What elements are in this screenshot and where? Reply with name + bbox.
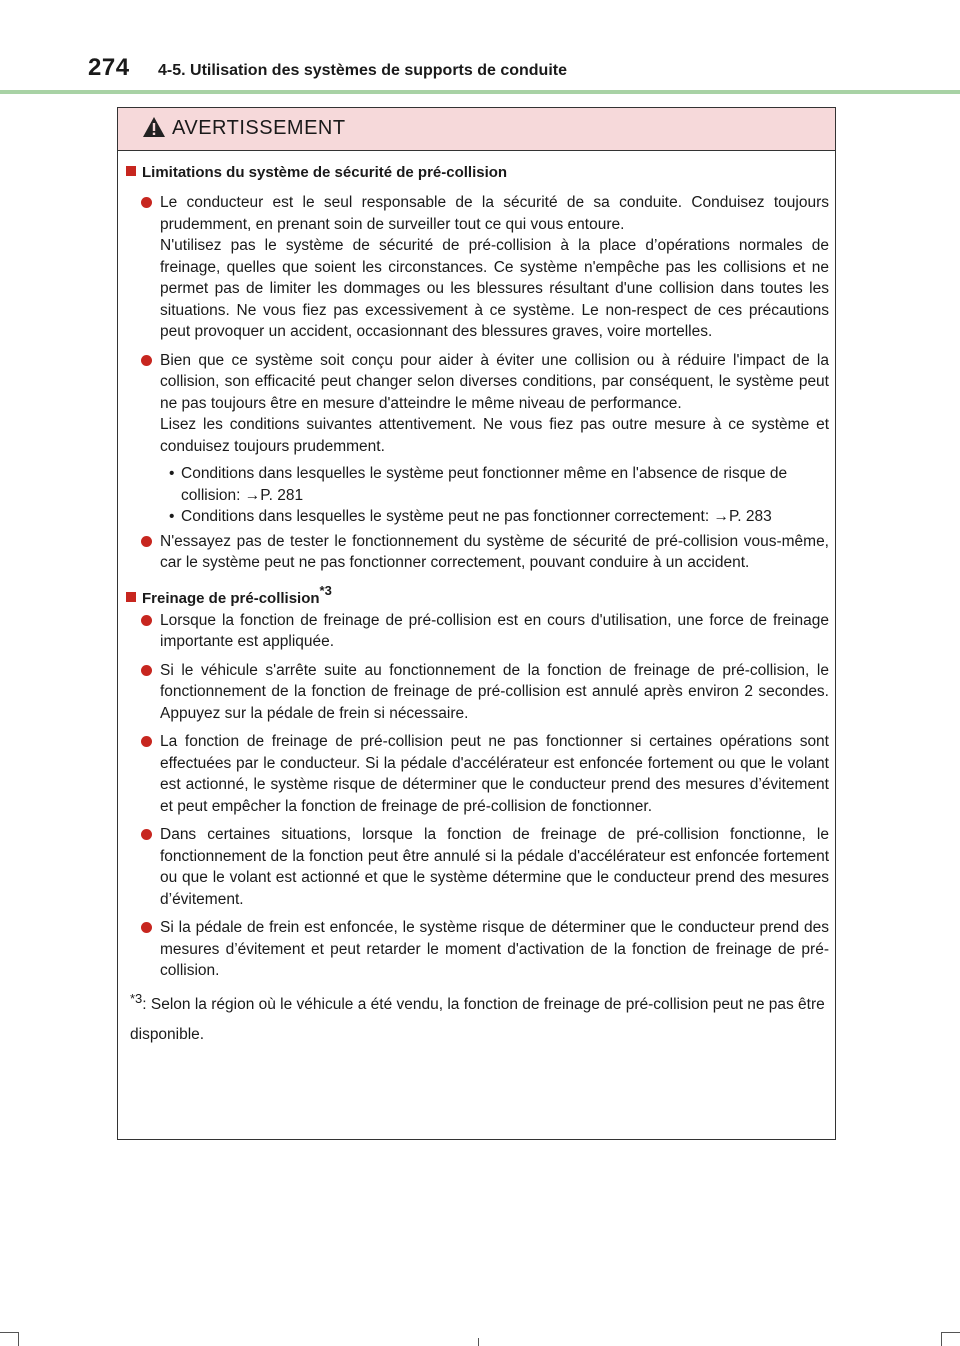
bullet-dot-icon	[141, 536, 152, 547]
paragraph: Lorsque la fonction de freinage de pré-collision est en cours d'utilisation, une force de freinage importante est appliquée.	[160, 611, 829, 650]
paragraph: Bien que ce système soit conçu pour aider à éviter une collision ou à réduire l'impact de la collision, son efficacité peut changer selon diverses conditions, par conséquent, le système peut ne pas toujours être en mesure d'atteindre le même niveau de performance.	[160, 351, 829, 412]
warning-header	[118, 108, 835, 151]
paragraph: Dans certaines situations, lorsque la fonction de freinage de pré-collision fonctionne, le fonctionnement de la fonction peut être annulé si la pédale d'accélérateur est enfoncée fortement ou que le volant est actionné et que le système détermine que le conducteur prend des mesures d’évitement.	[160, 826, 829, 908]
page-number: 274	[88, 54, 130, 81]
square-bullet-icon	[126, 166, 136, 176]
warning-content	[118, 162, 835, 1050]
section-heading: Freinage de pré-collision$^{*3}$	[126, 580, 835, 602]
list-item	[160, 731, 829, 817]
bullet-dot-icon	[141, 355, 152, 366]
section-heading: Limitations du système de sécurité de pré-collision	[126, 162, 835, 184]
paragraph: Si la pédale de frein est enfoncée, le système risque de déterminer que le conducteur prend des mesures d’évitement et peut retarder le moment d'activation de la fonction de freinage de pré-collision.	[160, 919, 829, 979]
list-item	[160, 531, 829, 574]
section-title: 4-5. Utilisation des systèmes de supports de conduite	[158, 62, 567, 79]
list-item	[160, 350, 829, 458]
bullet-dot-icon	[141, 615, 152, 626]
footnote-marker: *3	[319, 582, 332, 598]
list-item	[160, 610, 829, 653]
paragraph: Lisez les conditions suivantes attentivement. Ne vous fiez pas outre mesure à ce système et conduisez toujours prudemment.	[160, 416, 829, 455]
bullet-dot-icon	[141, 922, 152, 933]
paragraph: La fonction de freinage de pré-collision peut ne pas fonctionner si certaines opérations sont effectuées par le conducteur. Si la pédale d'accélérateur est enfoncée fortement ou que le volant est actionné, le système risque de déterminer que le conducteur prend des mesures d’évitement et peut empêcher la fonction de freinage de pré-collision de fonctionner.	[160, 733, 829, 815]
warning-triangle-icon	[142, 116, 166, 143]
header-rule	[0, 90, 960, 94]
bullet-dot-icon	[141, 197, 152, 208]
sub-item: • Conditions dans lesquelles le système peut ne pas fonctionner correctement: →P. 283	[169, 508, 772, 525]
footnote-mark: *3	[130, 990, 143, 1006]
bullet-dot-icon	[141, 736, 152, 747]
bullet-dot-icon	[141, 829, 152, 840]
paragraph: N'essayez pas de tester le fonctionnement du système de sécurité de pré-collision vous-même, car le système peut ne pas fonctionner correctement, pouvant conduire à un accident.	[160, 532, 829, 571]
list-item	[160, 660, 829, 725]
square-bullet-icon	[126, 592, 136, 602]
page-header	[0, 0, 960, 96]
list-item	[160, 192, 829, 343]
list-item	[160, 824, 829, 910]
crop-mark	[18, 1332, 19, 1346]
crop-mark	[941, 1332, 960, 1333]
list-item	[160, 917, 829, 982]
bullet-dot-icon	[141, 665, 152, 676]
paragraph: Si le véhicule s'arrête suite au fonctionnement de la fonction de freinage de pré-collision, le fonctionnement de la fonction de freinage de pré-collision est annulé après environ 2 secondes. Appuyez sur la pédale de frein si nécessaire.	[160, 661, 829, 722]
crop-mark	[941, 1332, 942, 1346]
warning-title: AVERTISSEMENT	[172, 117, 346, 139]
paragraph: Le conducteur est le seul responsable de la sécurité de sa conduite. Conduisez toujours prudemment, en prenant soin de surveiller tout ce qui vous entoure.	[160, 194, 829, 233]
sub-item: • Conditions dans lesquelles le système peut fonctionner même en l'absence de risque de collision: →P. 281	[169, 465, 788, 504]
paragraph: N'utilisez pas le système de sécurité de pré-collision à la place d’opérations normales de freinage, quelles que soient les circonstances. Ce système n'empêche pas les collisions et ne permet pas de limiter les dommages ou les blessures résultant d'une collision dans toutes les situations. Ne vous fiez pas excessivement à ce système. Le non-respect de ces précautions peut provoquer un accident, occasionnant des blessures graves, voire mortelles.	[160, 237, 829, 340]
warning-box	[117, 107, 836, 1140]
footnote: $^{*3}$: Selon la région où le véhicule a été vendu, la fonction de freinage de pré-collision peut ne pas être disponible.	[130, 990, 825, 1043]
crop-mark	[478, 1338, 479, 1346]
crop-mark	[0, 1332, 18, 1333]
